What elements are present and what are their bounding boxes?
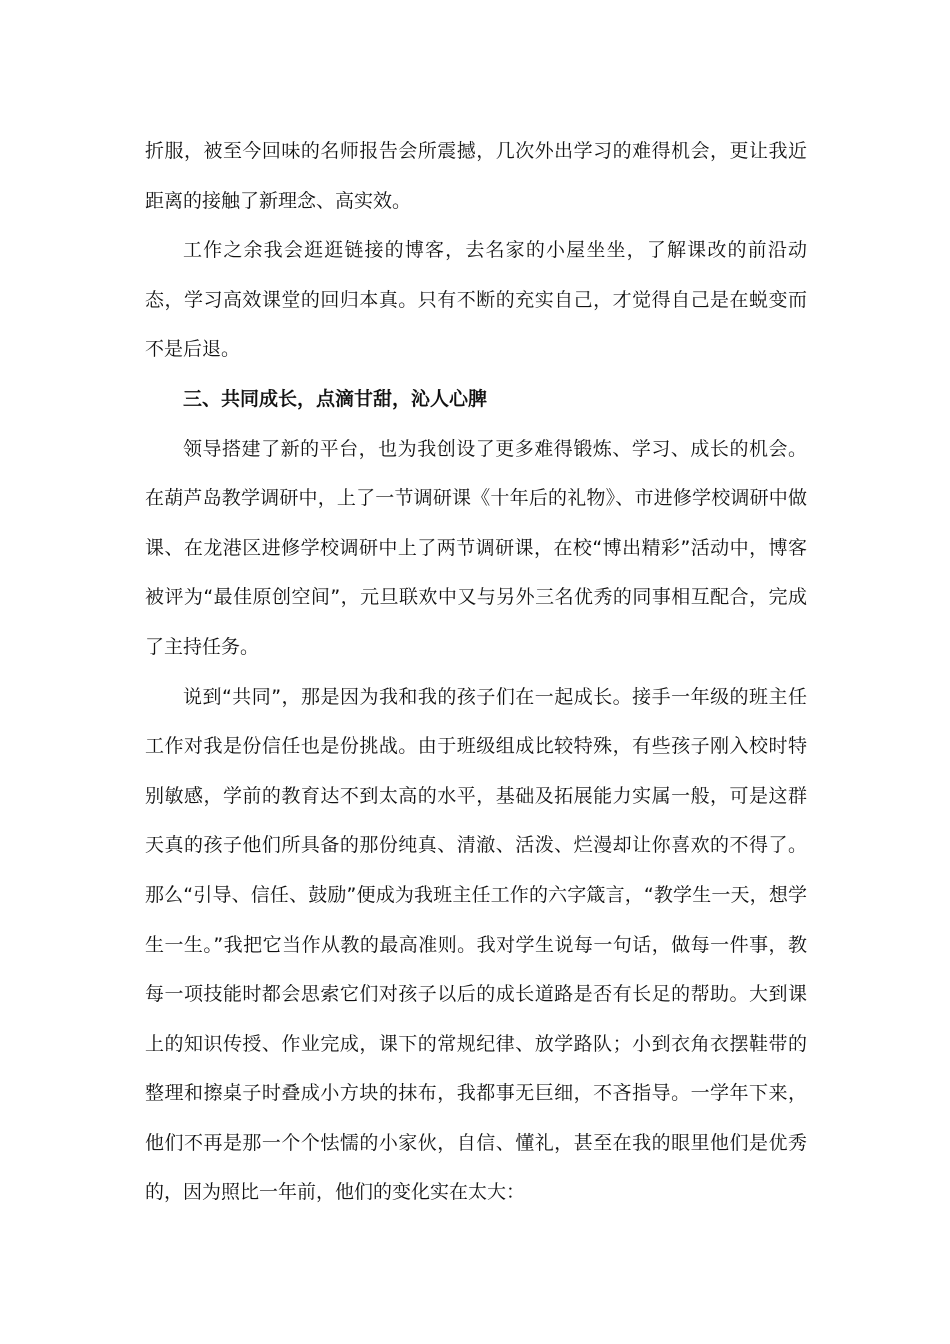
document-body [145, 127, 807, 1218]
paragraph-growing-together: 说到“共同”，那是因为我和我的孩子们在一起成长。接手一年级的班主任工作对我是份信任也是份挑战。由于班级组成比较特殊，有些孩子刚入校时特别敏感，学前的教育达不到太高的水平，基础及拓展能力实属一般，可是这群天真的孩子他们所具备的那份纯真、清澈、活泼、烂漫却让你喜欢的不得了。那么“引导、信任、鼓励”便成为我班主任工作的六字箴言，“教学生一天，想学生一生。”我把它当作从教的最高准则。我对学生说每一句话，做每一件事，教每一项技能时都会思索它们对孩子以后的成长道路是否有长足的帮助。大到课上的知识传授、作业完成，课下的常规纪律、放学路队；小到衣角衣摆鞋带的整理和擦桌子时叠成小方块的抹布，我都事无巨细，不吝指导。一学年下来，他们不再是那一个个怯懦的小家伙，自信、懂礼，甚至在我的眼里他们是优秀的，因为照比一年前，他们的变化实在太大： [145, 685, 807, 1204]
paragraph-opportunities: 领导搭建了新的平台，也为我创设了更多难得锻炼、学习、成长的机会。在葫芦岛教学调研中，上了一节调研课《十年后的礼物》、市进修学校调研中做课、在龙港区进修学校调研中上了两节调研课，在校“博出精彩”活动中，博客被评为“最佳原创空间”，元旦联欢中又与另外三名优秀的同事相互配合，完成了主持任务。 [145, 437, 807, 658]
paragraph-blog-learning: 工作之余我会逛逛链接的博客，去名家的小屋坐坐，了解课改的前沿动态，学习高效课堂的回归本真。只有不断的充实自己，才觉得自己是在蜕变而不是后退。 [145, 239, 807, 361]
paragraph-continuation: 折服，被至今回味的名师报告会所震撼，几次外出学习的难得机会，更让我近距离的接触了新理念、高实效。 [145, 140, 807, 212]
section-heading-3: 三、共同成长，点滴甘甜，沁人心脾 [183, 387, 488, 410]
